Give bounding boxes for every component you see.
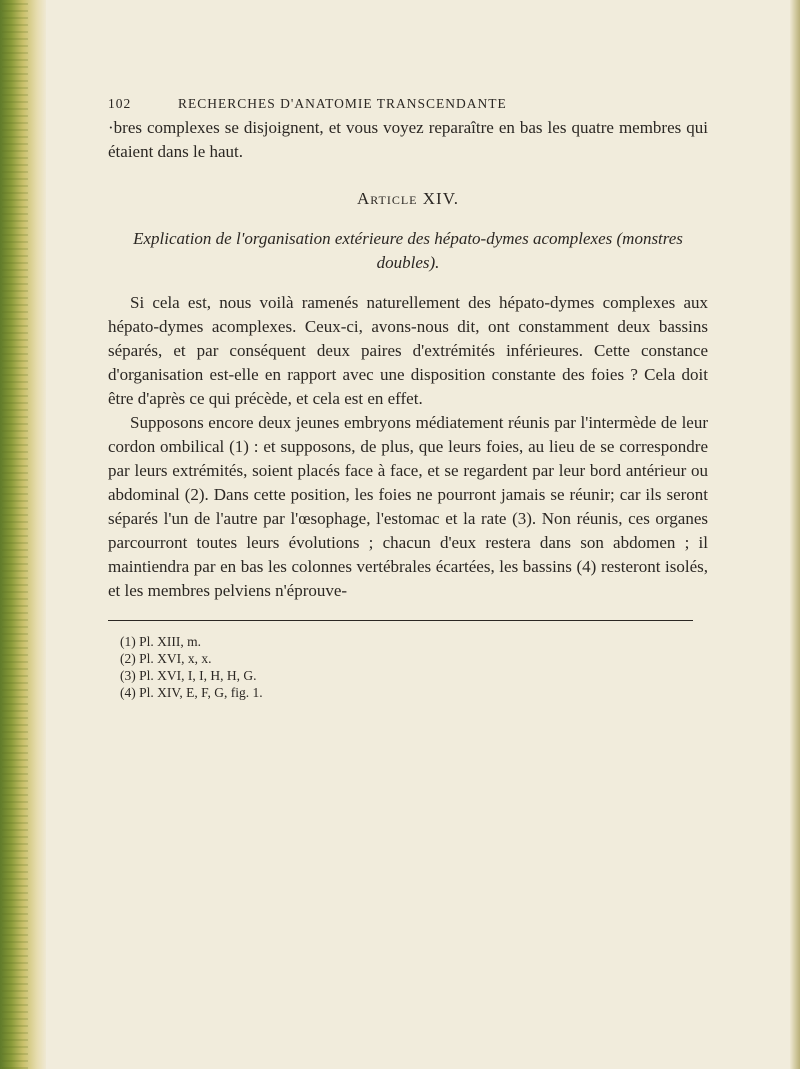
- footnote: (4) Pl. XIV, E, F, G, fig. 1.: [120, 685, 263, 700]
- body-text: [108, 116, 708, 603]
- book-spine-edge: [0, 0, 46, 1069]
- paragraph: Si cela est, nous voilà ramenés naturellement des hépato-dymes complexes aux hépato-dymes acomplexes. Ceux-ci, avons-nous dit, ont constamment deux bassins séparés, et par conséquent deux paires d'extrémités inférieures. Cette constance d'organisation est-elle en rapport avec une disposition constante des foies ? Cela doit être d'après ce qui précède, et cela est en effet.: [108, 293, 708, 408]
- footnotes: [108, 633, 708, 701]
- book-page: [108, 96, 708, 701]
- page-number: 102: [108, 96, 132, 111]
- footnote: (1) Pl. XIII, m.: [120, 634, 201, 649]
- running-title: RECHERCHES D'ANATOMIE TRANSCENDANTE: [178, 96, 507, 111]
- footnote: (2) Pl. XVI, x, x.: [120, 651, 212, 666]
- opening-paragraph: ·bres complexes se disjoignent, et vous voyez reparaître en bas les quatre membres qui étaient dans le haut.: [108, 118, 708, 161]
- footnote: (3) Pl. XVI, I, I, H, H, G.: [120, 668, 257, 683]
- running-header: [108, 96, 708, 116]
- footnote-rule: [108, 620, 693, 621]
- page-right-edge: [790, 0, 800, 1069]
- article-subtitle: Explication de l'organisation extérieure des hépato-dymes acomplexes (monstres doubles).: [133, 229, 683, 272]
- spine-texture: [2, 0, 28, 1069]
- article-heading: Article XIV.: [356, 189, 460, 208]
- paragraph: Supposons encore deux jeunes embryons médiatement réunis par l'intermède de leur cordon ombilical (1) : et supposons, de plus, que leurs foies, au lieu de se correspondre par leurs extrémités, soient placés face à face, et se regardent par leur bord antérieur ou abdominal (2). Dans cette position, les foies ne pourront jamais se réunir; car ils seront séparés l'un de l'autre par l'œsophage, l'estomac et la rate (3). Non réunis, ces organes parcourront toutes leurs évolutions ; chacun d'eux restera dans son abdomen ; il maintiendra par en bas les colonnes vertébrales écartées, les bassins (4) resteront isolés, et les membres pelviens n'éprouve-: [108, 413, 708, 600]
